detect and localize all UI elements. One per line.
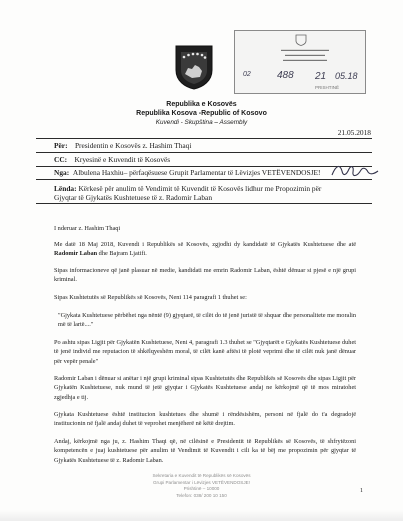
constitution-quote: "Gjykata Kushtetuese përbëhet nga nëntë (9) gjyqtarë, të cilët do të jenë juristë të shquar dhe personalitete me moralin më të lartë...." bbox=[58, 312, 356, 329]
paragraph-4: Po ashtu sipas Ligjit për Gjykatën Kushtetuese, Neni 4, paragrafi 1.3 thuhet se "Gjyqtarët e Gjykatës Kushtetuese duhet të jenë individ me reputacion të shkëlqyeshëm moral, të cilët kanë aftësi të plotë veprimi dhe të cilët nuk janë dënuar për vepër penale" bbox=[54, 339, 356, 365]
subject-value-2: Gjyqtar të Gjykatës Kushtetuese të z. Radomir Laban bbox=[54, 193, 213, 202]
letter-footer bbox=[0, 473, 403, 499]
paragraph-2: Sipas informacioneve që janë plasuar në medie, kandidati me emrin Radomir Laban, është dënuar si pjesë e një grupi kriminal. bbox=[54, 267, 356, 284]
kosovo-emblem-icon bbox=[172, 44, 216, 90]
letter-date: 21.05.2018 bbox=[337, 128, 371, 137]
stamp-number: 488 bbox=[277, 70, 294, 81]
divider bbox=[36, 152, 372, 153]
footer-line-1: Sekretaria e Kuvendit të Republikës së Kosovës bbox=[152, 473, 251, 478]
subject-line-2 bbox=[54, 193, 212, 202]
handwritten-signature bbox=[330, 161, 380, 181]
footer-line-4: Telefon: 038/ 200 10 150 bbox=[176, 492, 227, 498]
sender-label: Nga: bbox=[54, 168, 70, 177]
divider bbox=[36, 179, 372, 180]
subject-label: Lënda: bbox=[54, 184, 77, 193]
header-republic-multi: Republika Kosova -Republic of Kosovo bbox=[136, 110, 267, 117]
stamp-place: PRISHTINË bbox=[315, 85, 340, 90]
page-number: 1 bbox=[360, 488, 363, 494]
paragraph-6: Gjykata Kushtetuese është institucion kushtetues dhe shumë i rëndësishëm, personi në fjalë do t'a degradojë institucionin në fjalë andaj duhet të veprohet menjëherë në këtë drejtim. bbox=[54, 411, 356, 428]
greeting: I nderuar z. Hashim Thaqi bbox=[54, 225, 121, 232]
cc-value: Kryesinë e Kuvendit të Kosovës bbox=[74, 155, 171, 164]
cc-line bbox=[54, 155, 170, 164]
registry-stamp bbox=[234, 30, 366, 94]
recipient-value: Presidentin e Kosovës z. Hashim Thaqi bbox=[74, 141, 192, 150]
candidate-name: Radomir Laban bbox=[54, 250, 98, 258]
paragraph-5: Radomir Laban i dënuar si anëtar i një grupi kriminal sipas Kushtetutës dhe Republikës së Kosovës dhe sipas Ligjit për Gjykatën Kushtetuese, nuk mund të jetë gjyqtar i Gjykatës Kushtetuese andaj ne kërkojmë që të mos miratohet zgjedhja e tij. bbox=[54, 375, 356, 401]
footer-line-2: Grupi Parlamentar i Lëvizjes VETËVENDOSJE! bbox=[152, 479, 250, 485]
header-republic-sq: Republika e Kosovës bbox=[166, 101, 237, 108]
paragraph-7: Andaj, kërkojmë nga ju, z. Hashim Thaqi që, në cilësinë e Presidentit të Republikës së Kosovës, të shfrytëzoni kompetencën e juaj kushtetuese për anulim të Vendimit të Kuvendit i cili ka të bëj me propozimin për gjyqtar të Gjykatës Kushtetuese të z. Radomir Laban. bbox=[54, 438, 356, 464]
stamp-emblem-icon bbox=[295, 34, 307, 46]
recipient-line bbox=[54, 141, 191, 150]
sender-value: Albulena Haxhiu– përfaqësuese Grupit Parlamentar të Lëvizjes VETËVENDOSJE! bbox=[72, 168, 321, 177]
sender-line bbox=[54, 168, 321, 177]
stamp-prefix: 02 bbox=[243, 71, 251, 78]
recipient-label: Për: bbox=[54, 141, 68, 150]
paragraph-1-text-a: Me datë 18 Maj 2018, Kuvendi i Republikës së Kosovës, zgjodhi dy kandidatë të Gjykatës Kushtetuese dhe atë bbox=[54, 241, 356, 248]
stamp-day: 21 bbox=[315, 71, 327, 82]
subject-value-1: Kërkesë për anulim të Vendimit të Kuvendit të Kosovës lidhur me Propozimin për bbox=[76, 184, 322, 193]
footer-line-3: Prishtinë – 10000 bbox=[183, 486, 220, 492]
stamp-printed-lines: ▬▬▬▬▬▬▬▬▬▬▬▬ ▬▬▬▬▬▬▬▬▬▬ ▬▬▬▬▬▬▬▬▬▬▬ bbox=[281, 47, 329, 62]
paragraph-3: Sipas Kushtetutës së Republikës së Kosovës, Neni 114 paragrafi 1 thuhet se: bbox=[54, 294, 247, 301]
paragraph-1 bbox=[54, 240, 356, 259]
header-assembly: Kuvendi - Skupština – Assembly bbox=[155, 119, 248, 126]
divider bbox=[36, 203, 372, 204]
subject-line bbox=[54, 184, 321, 193]
cc-label: CC: bbox=[54, 155, 68, 164]
paragraph-1-text-c: dhe Bajram Ljatifi. bbox=[97, 250, 147, 258]
header-divider bbox=[36, 138, 372, 139]
divider bbox=[36, 166, 372, 167]
stamp-date: 05.18 bbox=[335, 71, 358, 81]
scan-edge bbox=[0, 510, 403, 521]
